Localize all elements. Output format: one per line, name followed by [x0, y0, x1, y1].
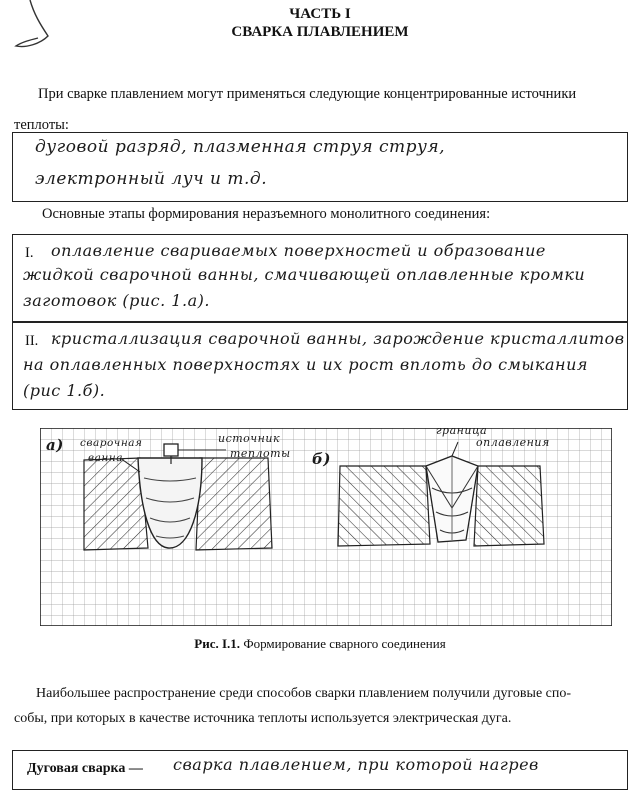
figure-caption-text: Формирование сварного соединения [243, 636, 446, 651]
stage-1-line-1: оплавление свариваемых поверхностей и образование [51, 241, 546, 260]
sketch-b-left-plate [338, 466, 430, 546]
stage-1-line-3: заготовок (рис. 1.а). [23, 291, 210, 310]
arc-welding-answer: сварка плавлением, при которой нагрев [173, 755, 539, 774]
stage-1-label: I. [25, 245, 34, 261]
stage-2-label: II. [25, 333, 39, 349]
page-title: СВАРКА ПЛАВЛЕНИЕМ [231, 24, 409, 40]
sketch-b-right-plate [474, 466, 544, 546]
stage-2-line-3: (рис 1.б). [23, 381, 106, 400]
weld-pool-label-line-1: сварочная [80, 437, 143, 449]
figure-label-a: а) [46, 436, 64, 454]
heat-sources-answer-box[interactable] [12, 132, 628, 202]
arc-welding-answer-box[interactable] [12, 750, 628, 790]
heat-source-label-line-2: теплоты [230, 447, 291, 460]
part-number: ЧАСТЬ I [289, 6, 351, 22]
intro-line-2: теплоты: [14, 117, 69, 133]
stage-2-box[interactable] [12, 322, 628, 410]
corner-doodle [0, 0, 80, 60]
paragraph-line-1: Наибольшее распространение среди способов сварки плавлением получили дуговые спо- [36, 686, 572, 701]
figure-caption-number: Рис. I.1. [194, 636, 241, 651]
fusion-boundary-label-line-1: граница [436, 424, 488, 437]
sketch-a-right-plate [196, 458, 272, 550]
fusion-boundary-label-line-2: оплавления [476, 436, 550, 449]
heat-source-label-line-1: источник [218, 432, 281, 445]
stages-heading: Основные этапы формирования неразъемного монолитного соединения: [42, 206, 491, 222]
heat-sources-answer-line-1: дуговой разряд, плазменная струя струя, [35, 137, 446, 157]
paragraph-line-2: собы, при которых в качестве источника теплоты используется электрическая дуга. [14, 711, 512, 726]
intro-line-1: При сварке плавлением могут применяться следующие концентрированные источники [38, 86, 577, 102]
stage-1-line-2: жидкой сварочной ванны, смачивающей оплавленные кромки [23, 265, 586, 284]
figure-caption [0, 636, 640, 652]
stage-2-line-1: кристаллизация сварочной ванны, зарождение кристаллитов [51, 329, 625, 348]
heat-sources-answer-line-2: электронный луч и т.д. [35, 169, 268, 189]
stage-1-box[interactable] [12, 234, 628, 322]
weld-pool-label-line-2: ванна [88, 452, 123, 464]
stage-2-line-2: на оплавленных поверхностях и их рост вплоть до смыкания [23, 355, 588, 374]
arc-welding-label: Дуговая сварка — [27, 761, 143, 776]
figure-label-b: б) [312, 450, 331, 468]
